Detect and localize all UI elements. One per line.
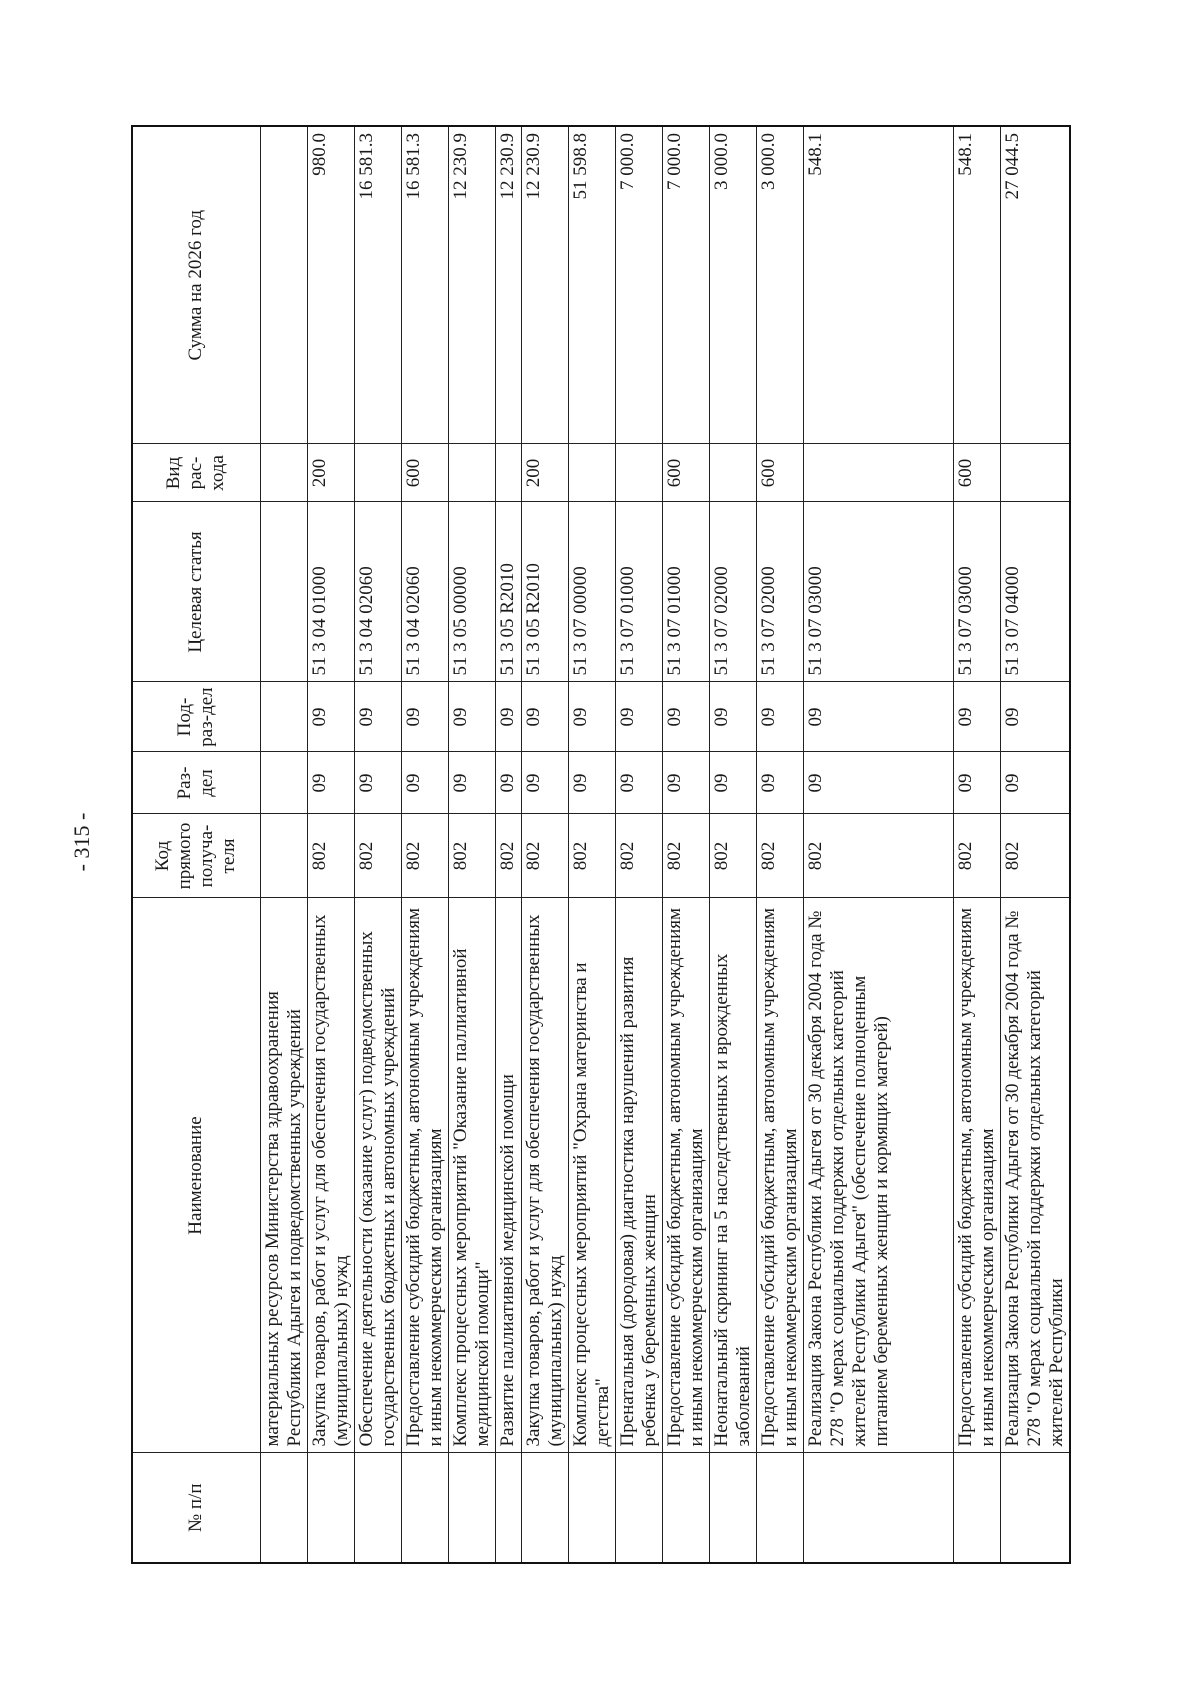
cell-subsection: 09 <box>954 682 1001 752</box>
cell-target: 51 3 07 04000 <box>1001 502 1071 682</box>
cell-section: 09 <box>307 752 354 814</box>
cell-sum: 16 581.3 <box>401 126 448 444</box>
table-row <box>521 126 568 1563</box>
cell-target: 51 3 07 03000 <box>954 502 1001 682</box>
cell-subsection: 09 <box>615 682 662 752</box>
cell-receiver: 802 <box>756 814 803 898</box>
cell-expense-type: 200 <box>307 444 354 502</box>
cell-subsection <box>260 682 307 752</box>
cell-target: 51 3 07 01000 <box>662 502 709 682</box>
cell-section <box>260 752 307 814</box>
cell-target: 51 3 04 02060 <box>354 502 401 682</box>
cell-target: 51 3 04 01000 <box>307 502 354 682</box>
cell-receiver: 802 <box>568 814 615 898</box>
table-row <box>756 126 803 1563</box>
cell-num <box>1001 1453 1071 1563</box>
cell-expense-type: 600 <box>662 444 709 502</box>
table-row <box>709 126 756 1563</box>
cell-sum: 3 000.0 <box>709 126 756 444</box>
cell-name: Реализация Закона Республики Адыгея от 30 декабря 2004 года № 278 "О мерах социальной поддержки отдельных категорий жителей Республики Адыгея" (обеспечение полноценным питанием беременных женщин и кормящих матерей) <box>803 898 954 1453</box>
cell-target: 51 3 07 02000 <box>756 502 803 682</box>
cell-target: 51 3 04 02060 <box>401 502 448 682</box>
cell-target: 51 3 07 00000 <box>568 502 615 682</box>
cell-receiver: 802 <box>354 814 401 898</box>
cell-expense-type <box>260 444 307 502</box>
cell-subsection: 09 <box>521 682 568 752</box>
cell-name: Развитие паллиативной медицинской помощи <box>495 898 521 1453</box>
cell-section: 09 <box>954 752 1001 814</box>
cell-sum <box>260 126 307 444</box>
cell-name: Комплекс процессных мероприятий "Оказание паллиативной медицинской помощи" <box>448 898 495 1453</box>
cell-sum: 7 000.0 <box>662 126 709 444</box>
cell-sum: 12 230.9 <box>495 126 521 444</box>
cell-receiver: 802 <box>803 814 954 898</box>
cell-receiver: 802 <box>307 814 354 898</box>
cell-subsection: 09 <box>401 682 448 752</box>
cell-expense-type <box>568 444 615 502</box>
cell-section: 09 <box>709 752 756 814</box>
table-row <box>307 126 354 1563</box>
cell-num <box>756 1453 803 1563</box>
cell-num <box>354 1453 401 1563</box>
cell-sum: 12 230.9 <box>448 126 495 444</box>
budget-table <box>131 125 1071 1564</box>
cell-expense-type <box>709 444 756 502</box>
cell-expense-type <box>615 444 662 502</box>
header-sum: Сумма на 2026 год <box>132 126 260 444</box>
cell-subsection: 09 <box>495 682 521 752</box>
cell-section: 09 <box>615 752 662 814</box>
cell-sum: 980.0 <box>307 126 354 444</box>
cell-section: 09 <box>803 752 954 814</box>
header-expense-type: Вид рас-хода <box>132 444 260 502</box>
cell-section: 09 <box>1001 752 1071 814</box>
cell-subsection: 09 <box>1001 682 1071 752</box>
header-target-article: Целевая статья <box>132 502 260 682</box>
cell-name: Неонатальный скрининг на 5 наследственных и врожденных заболеваний <box>709 898 756 1453</box>
table-row <box>662 126 709 1563</box>
cell-receiver: 802 <box>662 814 709 898</box>
cell-section: 09 <box>448 752 495 814</box>
cell-receiver: 802 <box>401 814 448 898</box>
cell-name: Предоставление субсидий бюджетным, автономным учреждениям и иным некоммерческим организациям <box>401 898 448 1453</box>
header-name: Наименование <box>132 898 260 1453</box>
cell-num <box>260 1453 307 1563</box>
cell-subsection: 09 <box>354 682 401 752</box>
cell-subsection: 09 <box>709 682 756 752</box>
cell-name: Предоставление субсидий бюджетным, автономным учреждениям и иным некоммерческим организациям <box>954 898 1001 1453</box>
cell-num <box>709 1453 756 1563</box>
table-row <box>568 126 615 1563</box>
cell-num <box>521 1453 568 1563</box>
cell-receiver <box>260 814 307 898</box>
cell-target: 51 3 05 R2010 <box>495 502 521 682</box>
cell-receiver: 802 <box>1001 814 1071 898</box>
cell-num <box>954 1453 1001 1563</box>
cell-sum: 548.1 <box>954 126 1001 444</box>
cell-expense-type <box>495 444 521 502</box>
table-row <box>954 126 1001 1563</box>
cell-target: 51 3 07 02000 <box>709 502 756 682</box>
cell-expense-type: 600 <box>401 444 448 502</box>
table-row <box>448 126 495 1563</box>
cell-section: 09 <box>354 752 401 814</box>
cell-subsection: 09 <box>568 682 615 752</box>
cell-expense-type: 200 <box>521 444 568 502</box>
cell-receiver: 802 <box>615 814 662 898</box>
header-row <box>132 126 260 1563</box>
cell-section: 09 <box>521 752 568 814</box>
cell-num <box>662 1453 709 1563</box>
cell-subsection: 09 <box>307 682 354 752</box>
cell-name: Пренатальная (дородовая) диагностика нарушений развития ребенка у беременных женщин <box>615 898 662 1453</box>
table-row <box>260 126 307 1563</box>
cell-expense-type: 600 <box>954 444 1001 502</box>
cell-num <box>615 1453 662 1563</box>
header-receiver-code: Код прямого получа-теля <box>132 814 260 898</box>
cell-sum: 12 230.9 <box>521 126 568 444</box>
cell-expense-type <box>1001 444 1071 502</box>
cell-section: 09 <box>568 752 615 814</box>
budget-table-container <box>131 127 1071 1564</box>
cell-sum: 51 598.8 <box>568 126 615 444</box>
cell-target: 51 3 07 01000 <box>615 502 662 682</box>
page-number: - 315 - <box>69 812 94 872</box>
cell-name: Предоставление субсидий бюджетным, автономным учреждениям и иным некоммерческим организациям <box>756 898 803 1453</box>
cell-expense-type <box>354 444 401 502</box>
header-section: Раз-дел <box>132 752 260 814</box>
cell-sum: 7 000.0 <box>615 126 662 444</box>
cell-expense-type <box>803 444 954 502</box>
cell-target <box>260 502 307 682</box>
cell-section: 09 <box>756 752 803 814</box>
table-row <box>354 126 401 1563</box>
cell-sum: 548.1 <box>803 126 954 444</box>
cell-target: 51 3 07 03000 <box>803 502 954 682</box>
cell-receiver: 802 <box>954 814 1001 898</box>
cell-target: 51 3 05 00000 <box>448 502 495 682</box>
cell-receiver: 802 <box>495 814 521 898</box>
table-row <box>495 126 521 1563</box>
cell-expense-type: 600 <box>756 444 803 502</box>
cell-sum: 3 000.0 <box>756 126 803 444</box>
cell-section: 09 <box>662 752 709 814</box>
table-row <box>803 126 954 1563</box>
cell-sum: 16 581.3 <box>354 126 401 444</box>
cell-num <box>448 1453 495 1563</box>
cell-name: Комплекс процессных мероприятий "Охрана материнства и детства" <box>568 898 615 1453</box>
header-num: № п/п <box>132 1453 260 1563</box>
cell-subsection: 09 <box>756 682 803 752</box>
cell-receiver: 802 <box>709 814 756 898</box>
table-row <box>401 126 448 1563</box>
cell-name: Обеспечение деятельности (оказание услуг) подведомственных государственных бюджетных и автономных учреждений <box>354 898 401 1453</box>
cell-num <box>568 1453 615 1563</box>
cell-subsection: 09 <box>803 682 954 752</box>
cell-name: Реализация Закона Республики Адыгея от 30 декабря 2004 года № 278 "О мерах социальной поддержки отдельных категорий жителей Республики <box>1001 898 1071 1453</box>
table-row <box>1001 126 1071 1563</box>
cell-subsection: 09 <box>448 682 495 752</box>
cell-name: материальных ресурсов Министерства здравоохранения Республики Адыгея и подведомственных учреждений <box>260 898 307 1453</box>
cell-target: 51 3 05 R2010 <box>521 502 568 682</box>
cell-sum: 27 044.5 <box>1001 126 1071 444</box>
cell-receiver: 802 <box>448 814 495 898</box>
cell-section: 09 <box>401 752 448 814</box>
header-subsection: Под-раз-дел <box>132 682 260 752</box>
table-row <box>615 126 662 1563</box>
cell-receiver: 802 <box>521 814 568 898</box>
cell-section: 09 <box>495 752 521 814</box>
cell-expense-type <box>448 444 495 502</box>
cell-num <box>307 1453 354 1563</box>
cell-subsection: 09 <box>662 682 709 752</box>
cell-num <box>401 1453 448 1563</box>
cell-name: Закупка товаров, работ и услуг для обеспечения государственных (муниципальных) нужд <box>521 898 568 1453</box>
cell-num <box>495 1453 521 1563</box>
cell-num <box>803 1453 954 1563</box>
cell-name: Закупка товаров, работ и услуг для обеспечения государственных (муниципальных) нужд <box>307 898 354 1453</box>
cell-name: Предоставление субсидий бюджетным, автономным учреждениям и иным некоммерческим организациям <box>662 898 709 1453</box>
